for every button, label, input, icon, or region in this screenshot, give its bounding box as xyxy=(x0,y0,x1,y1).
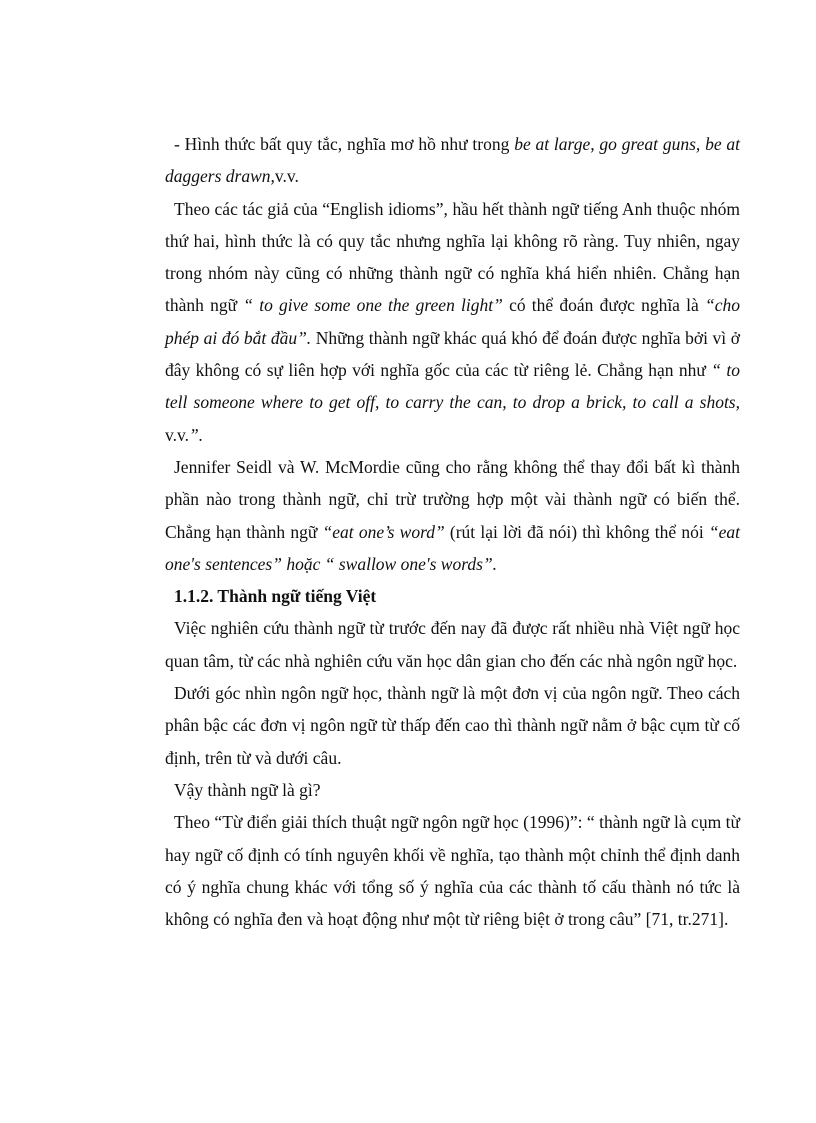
paragraph-3 xyxy=(165,451,740,580)
italic-run: “eat one’s word” xyxy=(322,521,445,542)
italic-run: be at large, go great guns, be at daggers drawn, xyxy=(165,134,741,187)
text-run: - Hình thức bất quy tắc, nghĩa mơ hồ như trong xyxy=(174,134,515,154)
section-heading: 1.1.2. Thành ngữ tiếng Việt xyxy=(174,586,377,607)
text-run: v.v. xyxy=(274,166,299,187)
text-run: (rút lại lời đã nói) thì không thể nói xyxy=(444,521,709,542)
italic-run: “eat one's sentences” hoặc “ swallow one's words”. xyxy=(165,521,741,574)
paragraph-2 xyxy=(165,193,740,451)
paragraph-1 xyxy=(165,128,740,193)
paragraph-6: Vậy thành ngữ là gì? xyxy=(174,779,321,800)
text-run: v.v. xyxy=(165,424,189,445)
paragraph-5: Dưới góc nhìn ngôn ngữ học, thành ngữ là một đơn vị của ngôn ngữ. Theo cách phân bậc các đơn vị ngôn ngữ từ thấp đến cao thì thành ngữ nằm ở bậc cụm từ cố định, trên từ và dưới câu. xyxy=(165,683,740,768)
text-run: Jennifer Seidl và W. McMordie cũng cho rằng không thể thay đổi bất kì thành phần nào trong thành ngữ, chỉ trừ trường hợp một vài thành ngữ có biến thể. Chẳng hạn thành ngữ xyxy=(165,456,740,542)
text-run: Theo các tác giả của “English idioms”, hầu hết thành ngữ tiếng Anh thuộc nhóm thứ hai, hình thức là có quy tắc nhưng nghĩa lại không rõ ràng. Tuy nhiên, ngay trong nhóm này cũng có những thành ngữ có nghĩa khá hiển nhiên. Chẳng hạn thành ngữ xyxy=(165,198,740,316)
italic-run: “cho phép ai đó bắt đầu”. xyxy=(165,295,740,348)
paragraph-7: Theo “Từ điển giải thích thuật ngữ ngôn ngữ học (1996)”: “ thành ngữ là cụm từ hay ngữ cố định có tính nguyên khối về nghĩa, tạo thành một chỉnh thể định danh có ý nghĩa chung khác với tổng số ý nghĩa của các thành tố cấu thành nó tức là không có nghĩa đen và hoạt động như một từ riêng biệt ở trong câu” [71, tr.271]. xyxy=(165,812,740,930)
text-run: Những thành ngữ khác quá khó để đoán được nghĩa bởi vì ở đây không có sự liên hợp với nghĩa gốc của các từ riêng lẻ. Chẳng hạn như xyxy=(165,327,740,381)
text-run: có thể đoán được nghĩa là xyxy=(502,295,705,316)
italic-run: ”. xyxy=(188,424,204,445)
italic-run: “ to tell someone where to get off, to carry the can, to drop a brick, to call a shots, xyxy=(165,360,740,413)
document-page xyxy=(165,128,740,935)
paragraph-4: Việc nghiên cứu thành ngữ từ trước đến nay đã được rất nhiều nhà Việt ngữ học quan tâm, từ các nhà nghiên cứu văn học dân gian cho đến các nhà ngôn ngữ học. xyxy=(165,618,740,671)
italic-run: “ to give some one the green light” xyxy=(243,295,503,316)
